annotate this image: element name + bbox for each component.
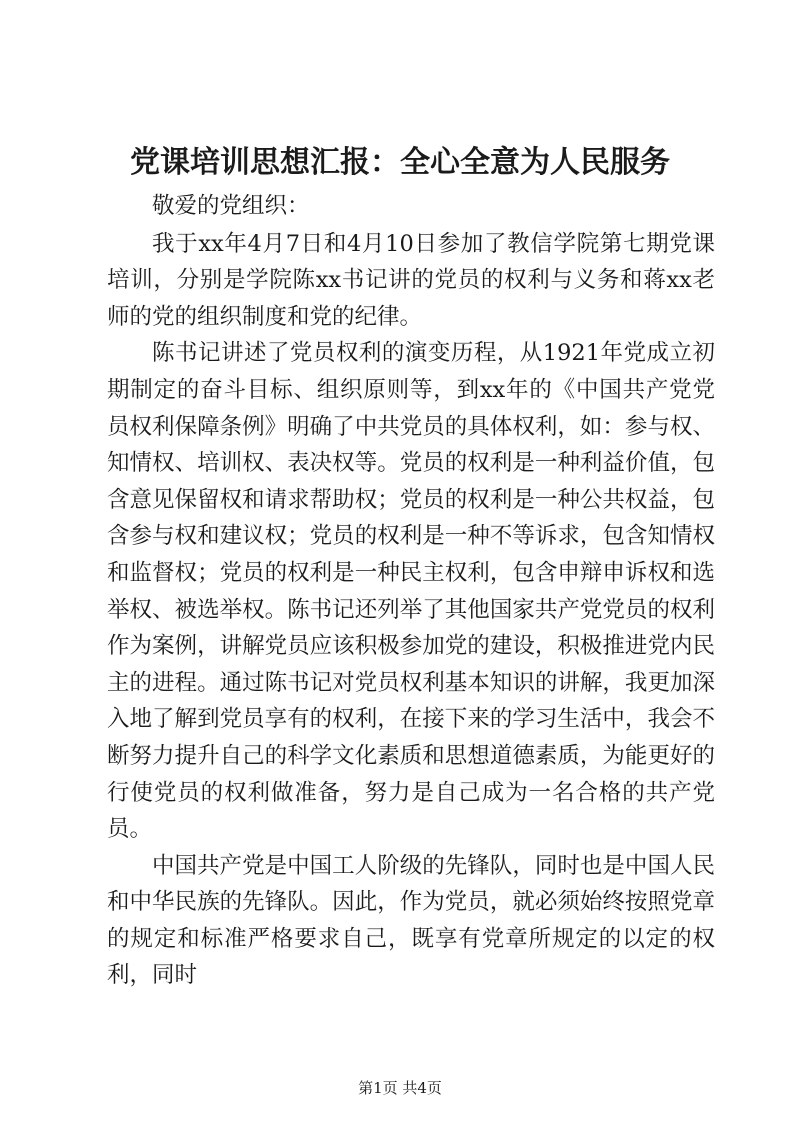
document-body xyxy=(107,188,715,994)
page-number-footer: 第1页 共4页 xyxy=(358,1079,442,1097)
body-paragraph-2: 陈书记讲述了党员权利的演变历程，从1921年党成立初期制定的奋斗目标、组织原则等，到xx年的《中国共产党党员权利保障条例》明确了中共党员的具体权利，如：参与权、知情权、培训权、表决权等。党员的权利是一种利益价值，包含意见保留权和请求帮助权；党员的权利是一种公共权益，包含参与权和建议权；党员的权利是一种不等诉求，包含知情权和监督权；党员的权利是一种民主权利，包含申辩申诉权和选举权、被选举权。陈书记还列举了其他国家共产党党员的权利作为案例，讲解党员应该积极参加党的建设，积极推进党内民主的进程。通过陈书记对党员权利基本知识的讲解，我更加深入地了解到党员享有的权利，在接下来的学习生活中，我会不断努力提升自己的科学文化素质和思想道德素质，为能更好的行使党员的权利做准备，努力是自己成为一名合格的共产党员。 xyxy=(107,340,715,843)
document-title: 党课培训思想汇报：全心全意为人民服务 xyxy=(130,145,670,180)
body-paragraph-3: 中国共产党是中国工人阶级的先锋队，同时也是中国人民和中华民族的先锋队。因此，作为党员，就必须始终按照党章的规定和标准严格要求自己，既享有党章所规定的以定的权利，同时 xyxy=(107,852,715,989)
body-paragraph-1: 我于xx年4月7日和4月10日参加了教信学院第七期党课培训，分别是学院陈xx书记讲的党员的权利与义务和蒋xx老师的党的组织制度和党的纪律。 xyxy=(107,230,715,330)
salutation-paragraph: 敬爱的党组织： xyxy=(152,193,310,219)
